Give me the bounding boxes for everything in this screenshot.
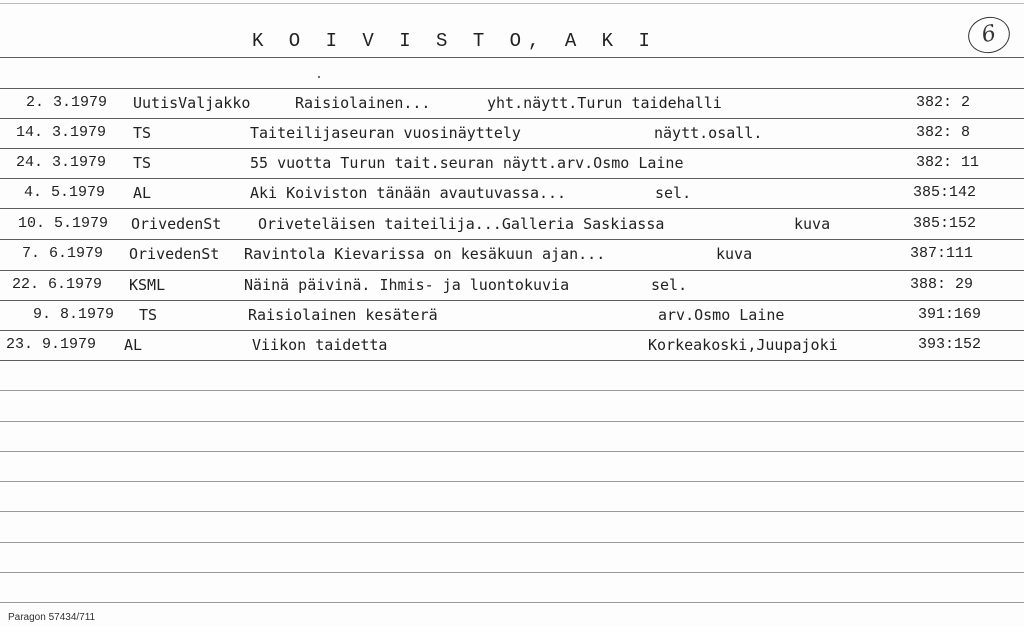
entry-note: yht.näytt.Turun taidehalli (487, 94, 722, 112)
entry-ref: 387:111 (910, 245, 974, 262)
entry-note: sel. (651, 276, 688, 294)
ink-dot (318, 76, 320, 78)
ruled-line (0, 572, 1024, 573)
entry-ref: 385:152 (913, 215, 977, 232)
top-edge-line (0, 3, 1024, 4)
entry-title: Viikon taidetta (252, 336, 388, 354)
printer-code: Paragon 57434/711 (8, 612, 96, 623)
entry-source: UutisValjakko (133, 94, 251, 112)
entry-source: OrivedenSt (131, 215, 222, 233)
entry-source: AL (133, 184, 152, 202)
entry-date: 14. 3.1979 (16, 124, 107, 141)
ruled-line (0, 208, 1024, 209)
ruled-line (0, 178, 1024, 179)
entry-title: Näinä päivinä. Ihmis- ja luontokuvia (244, 276, 570, 294)
entry-date: 4. 5.1979 (24, 184, 106, 201)
entry-date: 22. 6.1979 (12, 276, 103, 293)
entry-source: KSML (129, 276, 166, 294)
ruled-line (0, 330, 1024, 331)
entry-note: kuva (794, 215, 831, 233)
entry-title: Raisiolainen kesäterä (248, 306, 438, 324)
entry-date: 9. 8.1979 (33, 306, 115, 323)
entry-note: kuva (716, 245, 753, 263)
entry-note: arv.Osmo Laine (658, 306, 785, 324)
entry-source: TS (133, 154, 152, 172)
entry-source: TS (133, 124, 152, 142)
ruled-line (0, 390, 1024, 391)
entry-date: 23. 9.1979 (6, 336, 97, 353)
entry-date: 24. 3.1979 (16, 154, 107, 171)
entry-ref: 382: 8 (916, 124, 971, 141)
card-number-circled: 6 (965, 13, 1014, 57)
entry-source: OrivedenSt (129, 245, 220, 263)
entry-title: Taiteilijaseuran vuosinäyttely (250, 124, 521, 142)
entry-note: sel. (655, 184, 692, 202)
ruled-line (0, 239, 1024, 240)
ruled-line (0, 270, 1024, 271)
entry-ref: 382: 11 (916, 154, 980, 171)
ruled-line (0, 602, 1024, 603)
entry-title: Ravintola Kievarissa on kesäkuun ajan... (244, 245, 606, 263)
ruled-line (0, 300, 1024, 301)
ruled-line (0, 360, 1024, 361)
entry-ref: 393:152 (918, 336, 982, 353)
entry-date: 7. 6.1979 (22, 245, 104, 262)
entry-title: Raisiolainen... (295, 94, 431, 112)
entry-ref: 388: 29 (910, 276, 974, 293)
ruled-line (0, 421, 1024, 422)
ruled-line (0, 88, 1024, 89)
ruled-line (0, 148, 1024, 149)
entry-title: Oriveteläisen taiteilija...Galleria Saskiassa (258, 215, 665, 233)
card-heading: K O I V I S T O, A K I (252, 30, 657, 52)
ruled-line (0, 57, 1024, 58)
entry-note: Korkeakoski,Juupajoki (648, 336, 838, 354)
entry-source: TS (139, 306, 158, 324)
ruled-line (0, 118, 1024, 119)
entry-title: 55 vuotta Turun tait.seuran näytt.arv.Osmo Laine (250, 154, 684, 172)
entry-date: 2. 3.1979 (26, 94, 108, 111)
entry-title: Aki Koiviston tänään avautuvassa... (250, 184, 567, 202)
ruled-line (0, 542, 1024, 543)
ruled-line (0, 511, 1024, 512)
entry-ref: 382: 2 (916, 94, 971, 111)
entry-source: AL (124, 336, 143, 354)
entry-ref: 391:169 (918, 306, 982, 323)
ruled-line (0, 451, 1024, 452)
entry-note: näytt.osall. (654, 124, 763, 142)
ruled-line (0, 481, 1024, 482)
entry-date: 10. 5.1979 (18, 215, 109, 232)
entry-ref: 385:142 (913, 184, 977, 201)
